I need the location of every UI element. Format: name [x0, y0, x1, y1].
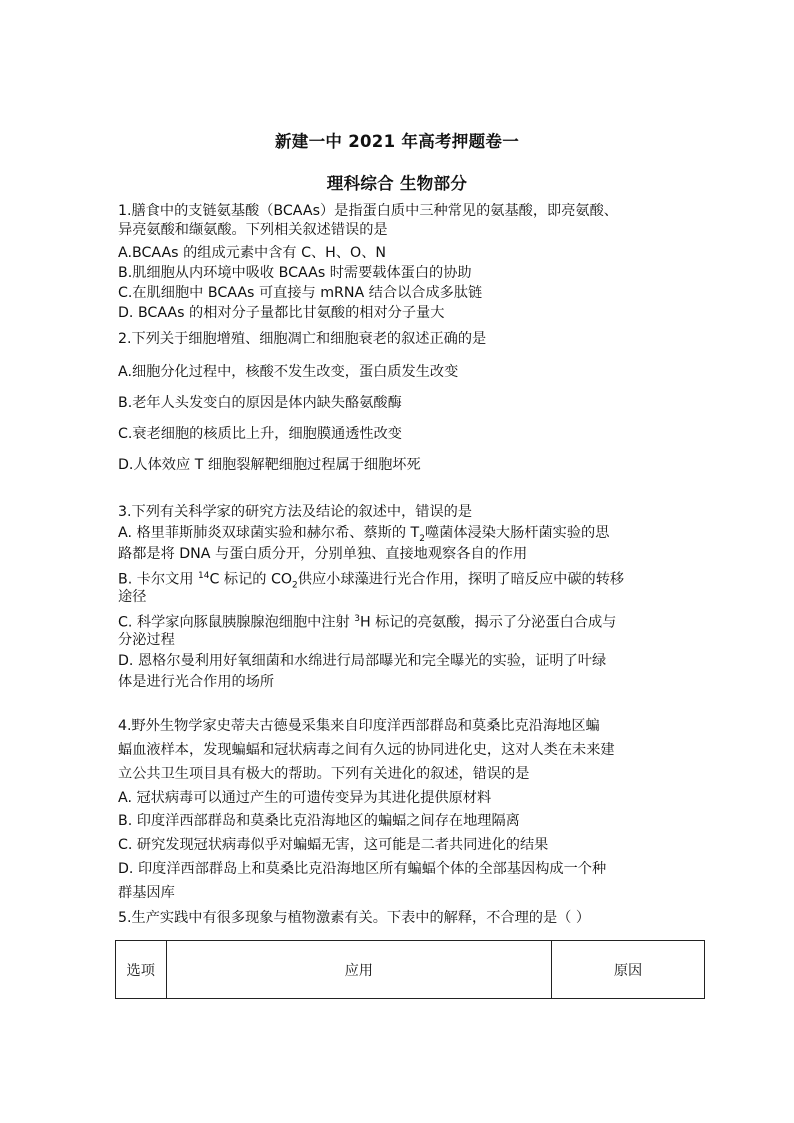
q2-stem: 2.下列关于细胞增殖、细胞凋亡和细胞衰老的叙述正确的是: [118, 331, 487, 347]
q2-option-d: D.人体效应 T 细胞裂解靶细胞过程属于细胞坏死: [118, 457, 421, 473]
exam-subtitle: 理科综合 生物部分: [326, 174, 468, 193]
q4-option-c: C. 研究发现冠状病毒似乎对蝙蝠无害，这可能是二者共同进化的结果: [118, 837, 549, 853]
q1-option-c: C.在肌细胞中 BCAAs 可直接与 mRNA 结合以合成多肽链: [118, 285, 483, 301]
q1-option-a: A.BCAAs 的组成元素中含有 C、H、O、N: [118, 245, 386, 261]
table-header-reason: 原因: [552, 941, 705, 999]
q3-option-a-line2: 路都是将 DNA 与蛋白质分开，分别单独、直接地观察各自的作用: [118, 546, 528, 562]
q2-option-b: B.老年人头发变白的原因是体内缺失酪氨酸酶: [118, 395, 402, 411]
q3-b-text-mid: C 标记的 CO: [209, 571, 293, 588]
table-header-row: [116, 941, 705, 999]
q5-table: [115, 940, 705, 999]
q3-option-c-line2: 分泌过程: [118, 632, 175, 648]
q3-option-d-line2: 体是进行光合作用的场所: [118, 674, 275, 690]
q5-stem: 5.生产实践中有很多现象与植物激素有关。下表中的解释，不合理的是（ ）: [118, 910, 591, 926]
q1-stem-line2: 异亮氨酸和缬氨酸。下列相关叙述错误的是: [118, 222, 388, 238]
q1-option-d: D. BCAAs 的相对分子量都比甘氨酸的相对分子量大: [118, 305, 445, 321]
q4-option-d-line1: D. 印度洋西部群岛上和莫桑比克沿海地区所有蝙蝠个体的全部基因构成一个种: [118, 861, 607, 877]
q3-b-text-pre: B. 卡尔文用: [118, 571, 199, 588]
q4-option-a: A. 冠状病毒可以通过产生的可遗传变异为其进化提供原材料: [118, 790, 492, 806]
q2-option-c: C.衰老细胞的核质比上升，细胞膜通透性改变: [118, 426, 402, 442]
q2-option-a: A.细胞分化过程中，核酸不发生改变，蛋白质发生改变: [118, 364, 459, 380]
q4-option-d-line2: 群基因库: [118, 885, 175, 901]
q4-stem-line3: 立公共卫生项目具有极大的帮助。下列有关进化的叙述，错误的是: [118, 766, 530, 782]
q3-c-superscript: 3: [354, 614, 360, 624]
table-header-application: 应用: [166, 941, 552, 999]
q3-a-text-post: 噬菌体浸染大肠杆菌实验的思: [424, 525, 610, 541]
q3-a-subscript: 2: [419, 533, 425, 544]
q3-option-b-line2: 途径: [118, 589, 147, 605]
q4-stem-line1: 4.野外生物学家史蒂夫古德曼采集来自印度洋西部群岛和莫桑比克沿海地区蝙: [118, 718, 600, 734]
q3-c-text-pre: C. 科学家向豚鼠胰腺腺泡细胞中注射: [118, 614, 355, 631]
q3-b-subscript: 2: [292, 580, 298, 591]
q3-a-text-pre: A. 格里菲斯肺炎双球菌实验和赫尔希、蔡斯的 T: [118, 525, 420, 541]
q3-b-text-post: 供应小球藻进行光合作用，探明了暗反应中碳的转移: [297, 571, 625, 588]
q3-c-text-post: H 标记的亮氨酸，揭示了分泌蛋白合成与: [359, 614, 617, 631]
q3-b-superscript: 14: [198, 571, 210, 581]
table-header-option: 选项: [116, 941, 167, 999]
q1-stem-line1: 1.膳食中的支链氨基酸（BCAAs）是指蛋白质中三种常见的氨基酸，即亮氨酸、: [118, 203, 618, 219]
q4-stem-line2: 蝠血液样本，发现蝙蝠和冠状病毒之间有久远的协同进化史，这对人类在未来建: [118, 742, 615, 758]
exam-title: 新建一中 2021 年高考押题卷一: [274, 132, 519, 151]
q3-option-d-line1: D. 恩格尔曼利用好氧细菌和水绵进行局部曝光和完全曝光的实验，证明了叶绿: [118, 653, 607, 669]
q1-option-b: B.肌细胞从内环境中吸收 BCAAs 时需要载体蛋白的协助: [118, 265, 472, 281]
q3-stem: 3.下列有关科学家的研究方法及结论的叙述中，错误的是: [118, 504, 473, 520]
q4-option-b: B. 印度洋西部群岛和莫桑比克沿海地区的蝙蝠之间存在地理隔离: [118, 813, 520, 829]
